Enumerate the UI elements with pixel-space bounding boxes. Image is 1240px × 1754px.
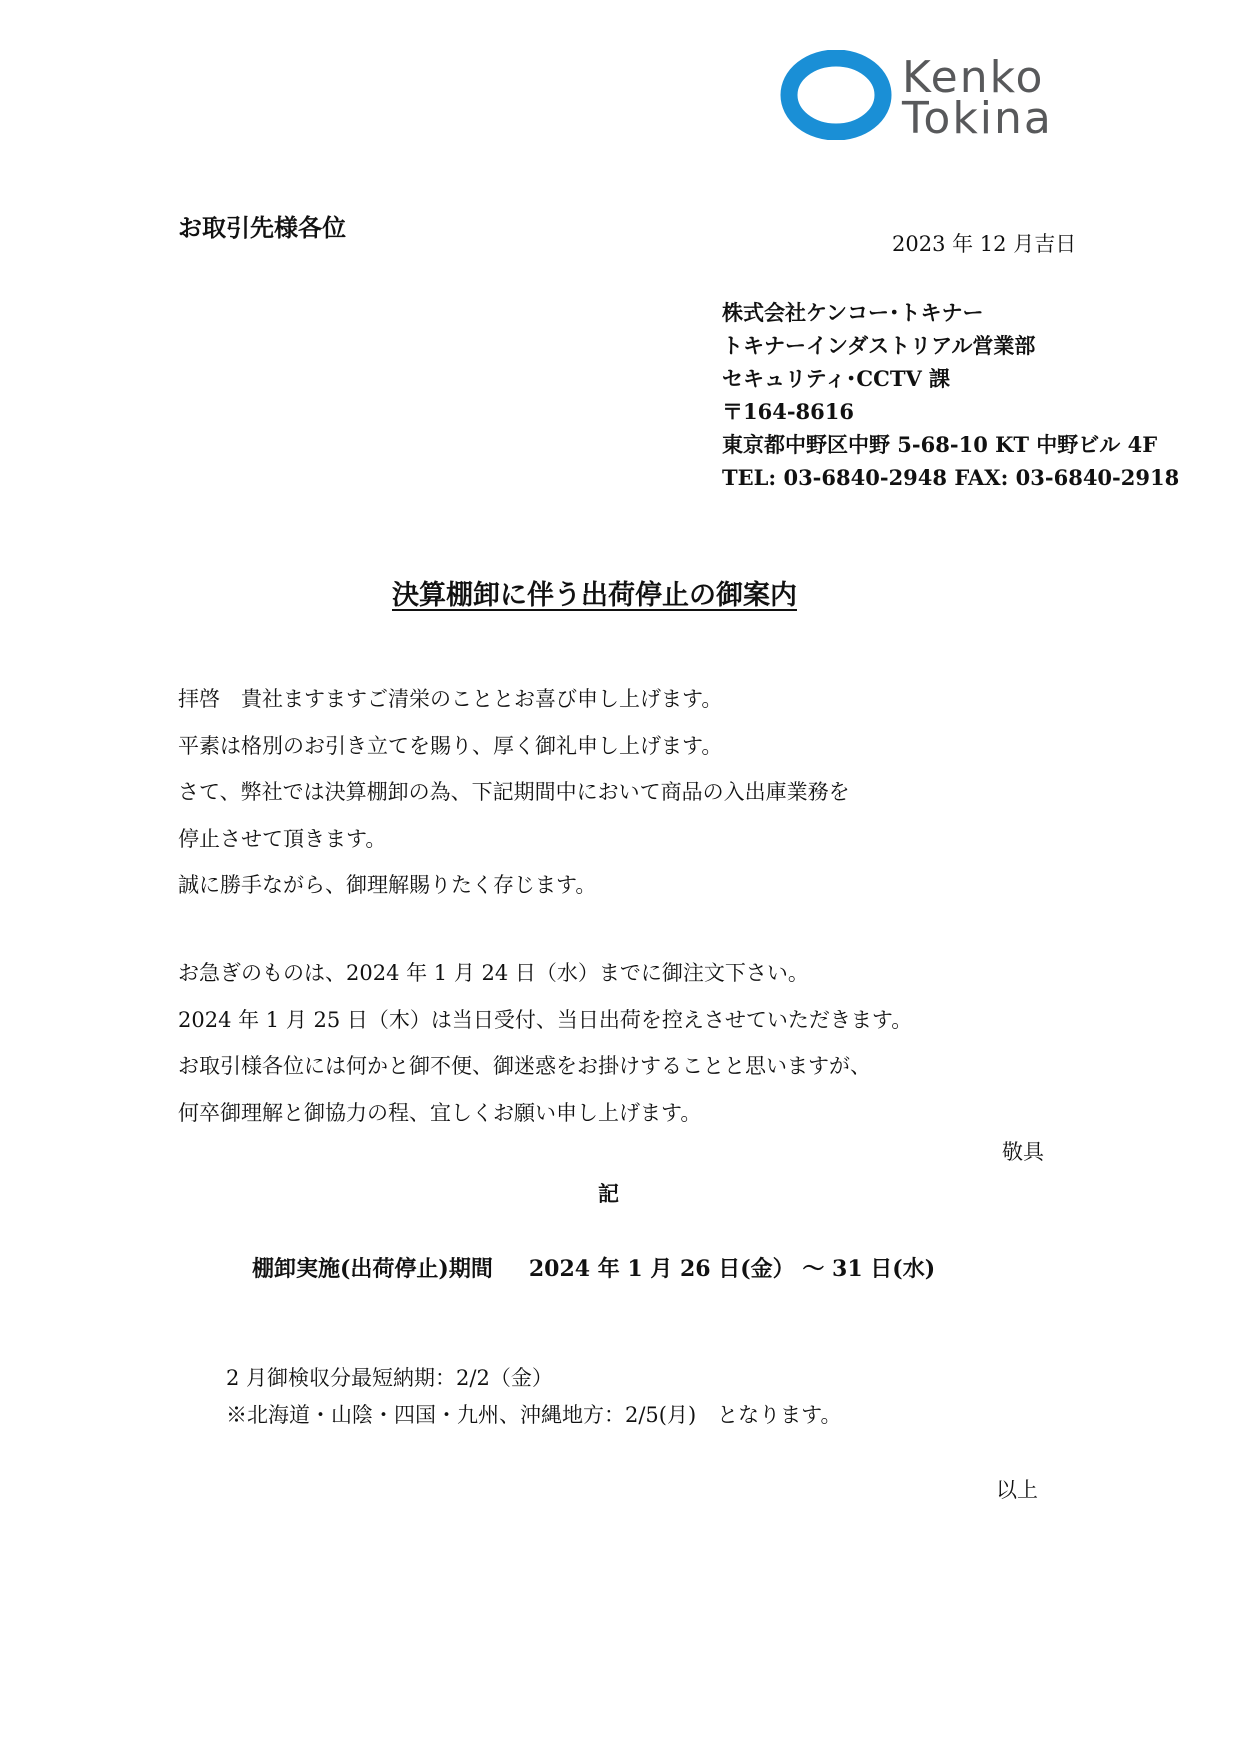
logo-text-line2: Tokina — [902, 93, 1053, 144]
sender-department: トキナーインダストリアル営業部 — [722, 333, 1036, 358]
period-dates: 2024 年 1 月 26 日(金） ～ 31 日(水) — [528, 1256, 936, 1282]
logo-text-line1: Kenko — [902, 52, 1045, 103]
inventory-period — [252, 1252, 935, 1283]
sender-postal-code: 〒164-8616 — [722, 399, 854, 424]
body-line: 何卒御理解と御協力の程、宜しくお願い申し上げます。 — [178, 1100, 702, 1125]
note-line: ※北海道・山陰・四国・九州、沖縄地方：2/5(月) となります。 — [226, 1403, 842, 1427]
document-date: 2023 年 12 月吉日 — [892, 232, 1077, 256]
end-marker: 以上 — [996, 1478, 1038, 1502]
body-line: 平素は格別のお引き立てを賜り、厚く御礼申し上げます。 — [178, 733, 723, 758]
period-label: 棚卸実施(出荷停止)期間 — [252, 1256, 493, 1282]
addressee: お取引先様各位 — [178, 213, 346, 242]
body-line: 拝啓 貴社ますますご清栄のこととお喜び申し上げます。 — [178, 687, 723, 711]
ki-marker: 記 — [598, 1181, 619, 1206]
note-line: 2 月御検収分最短納期：2/2（金） — [226, 1366, 553, 1390]
delivery-notes — [226, 1360, 842, 1434]
body-paragraph-1 — [178, 676, 850, 909]
document-title: 決算棚卸に伴う出荷停止の御案内 — [392, 580, 797, 611]
sender-address: 東京都中野区中野 5-68-10 KT 中野ビル 4F — [722, 432, 1158, 457]
sender-section: セキュリティ･CCTV 課 — [722, 366, 951, 391]
body-line: 2024 年 1 月 25 日（木）は当日受付、当日出荷を控えさせていただきます。 — [178, 1007, 913, 1032]
sender-block — [722, 296, 1179, 494]
body-line: お取引様各位には何かと御不便、御迷惑をお掛けすることと思いますが、 — [178, 1054, 871, 1078]
sender-company: 株式会社ケンコー･トキナー — [722, 300, 984, 325]
body-line: お急ぎのものは、2024 年 1 月 24 日（水）までに御注文下さい。 — [178, 961, 809, 985]
sender-phone-fax: TEL: 03-6840-2948 FAX: 03-6840-2918 — [722, 465, 1180, 490]
body-line: さて、弊社では決算棚卸の為、下記期間中において商品の入出庫業務を — [178, 780, 850, 804]
logo-ring-icon — [780, 50, 900, 140]
body-line: 停止させて頂きます。 — [178, 826, 387, 851]
closing-keigu: 敬具 — [1002, 1140, 1044, 1164]
company-logo — [780, 50, 1140, 144]
body-line: 誠に勝手ながら、御理解賜りたく存じます。 — [178, 873, 597, 897]
body-paragraph-2 — [178, 950, 912, 1136]
